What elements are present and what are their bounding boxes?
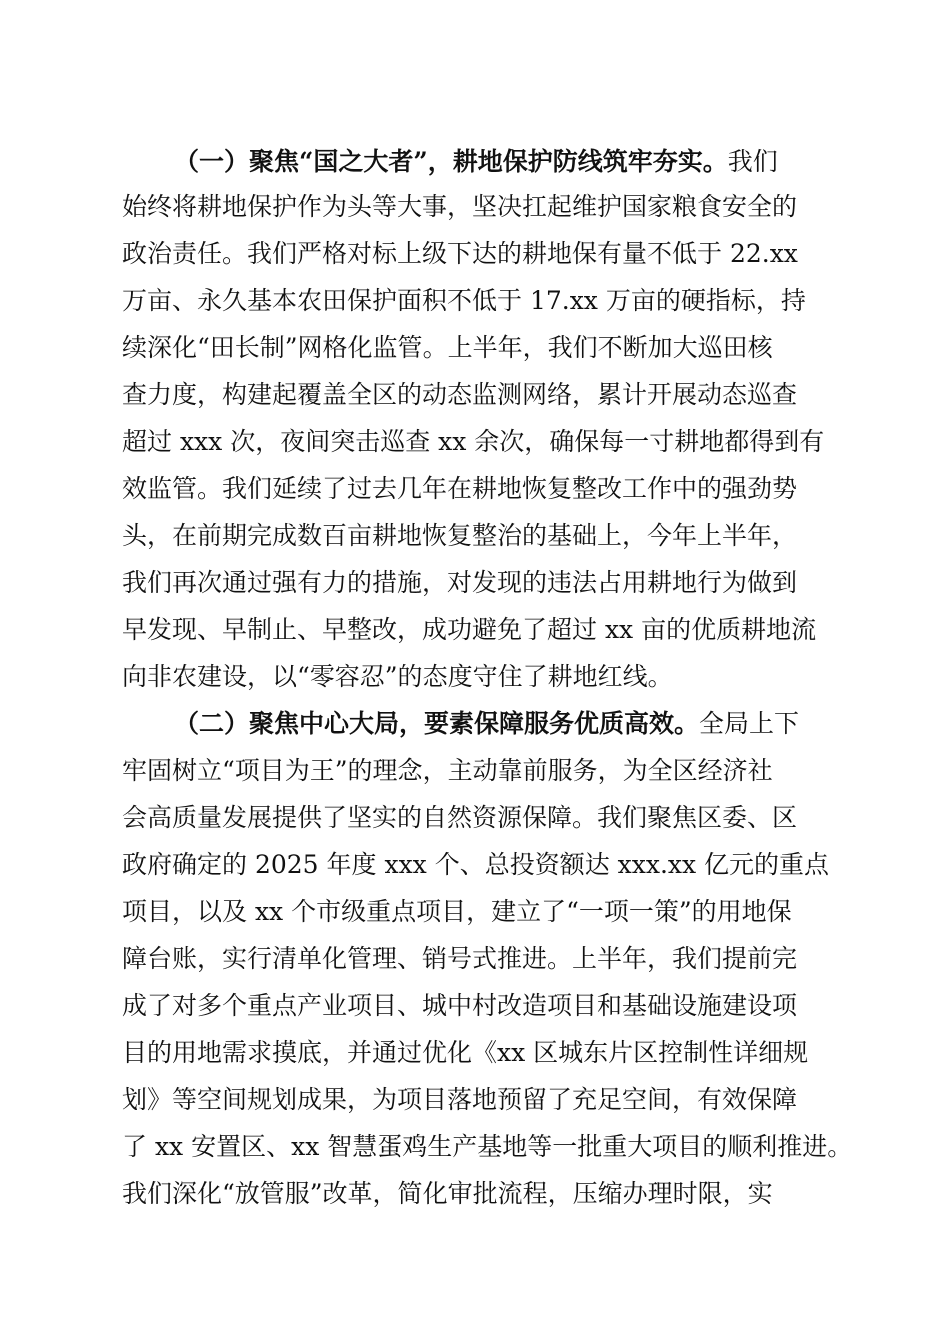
section2-first-line-rest: 全局上下 <box>699 709 800 738</box>
paragraph-line: 目的用地需求摸底，并通过优化《xx 区城东片区控制性详细规 <box>122 1038 809 1067</box>
paragraph-line: 牢固树立“项目为王”的理念，主动靠前服务，为全区经济社 <box>122 756 773 785</box>
paragraph-line: 万亩、永久基本农田保护面积不低于 17.xx 万亩的硬指标，持 <box>122 286 806 315</box>
paragraph-line: 项目，以及 xx 个市级重点项目，建立了“一项一策”的用地保 <box>122 897 792 926</box>
paragraph-line: 续深化“田长制”网格化监管。上半年，我们不断加大巡田核 <box>122 333 773 362</box>
paragraph-line: 效监管。我们延续了过去几年在耕地恢复整改工作中的强劲势 <box>122 474 798 503</box>
paragraph-line: 成了对多个重点产业项目、城中村改造项目和基础设施建设项 <box>122 991 798 1020</box>
paragraph-line: 头，在前期完成数百亩耕地恢复整治的基础上，今年上半年， <box>122 521 798 550</box>
paragraph-line: 政府确定的 2025 年度 xxx 个、总投资额达 xxx.xx 亿元的重点 <box>122 850 830 879</box>
paragraph-line: 会高质量发展提供了坚实的自然资源保障。我们聚焦区委、区 <box>122 803 798 832</box>
section1-first-line-rest: 我们 <box>727 147 778 176</box>
section2-first-line <box>174 708 799 740</box>
paragraph-line: 超过 xxx 次，夜间突击巡查 xx 余次，确保每一寸耕地都得到有 <box>122 427 825 456</box>
paragraph-line: 查力度，构建起覆盖全区的动态监测网络，累计开展动态巡查 <box>122 380 798 409</box>
paragraph-line: 了 xx 安置区、xx 智慧蛋鸡生产基地等一批重大项目的顺利推进。 <box>122 1132 853 1161</box>
paragraph-line: 我们再次通过强有力的措施，对发现的违法占用耕地行为做到 <box>122 568 798 597</box>
paragraph-line: 障台账，实行清单化管理、销号式推进。上半年，我们提前完 <box>122 944 798 973</box>
paragraph-line: 我们深化“放管服”改革，简化审批流程，压缩办理时限，实 <box>122 1179 773 1208</box>
paragraph-line: 政治责任。我们严格对标上级下达的耕地保有量不低于 22.xx <box>122 239 798 268</box>
paragraph-line: 划》等空间规划成果，为项目落地预留了充足空间，有效保障 <box>122 1085 798 1114</box>
paragraph-line: 始终将耕地保护作为头等大事，坚决扛起维护国家粮食安全的 <box>122 192 798 221</box>
section1-first-line <box>174 146 778 178</box>
paragraph-line: 向非农建设，以“零容忍”的态度守住了耕地红线。 <box>122 662 673 691</box>
section1-heading: （一）聚焦“国之大者”，耕地保护防线筑牢夯实。 <box>174 147 728 176</box>
paragraph-line: 早发现、早制止、早整改，成功避免了超过 xx 亩的优质耕地流 <box>122 615 817 644</box>
section2-heading: （二）聚焦中心大局，要素保障服务优质高效。 <box>174 709 700 738</box>
